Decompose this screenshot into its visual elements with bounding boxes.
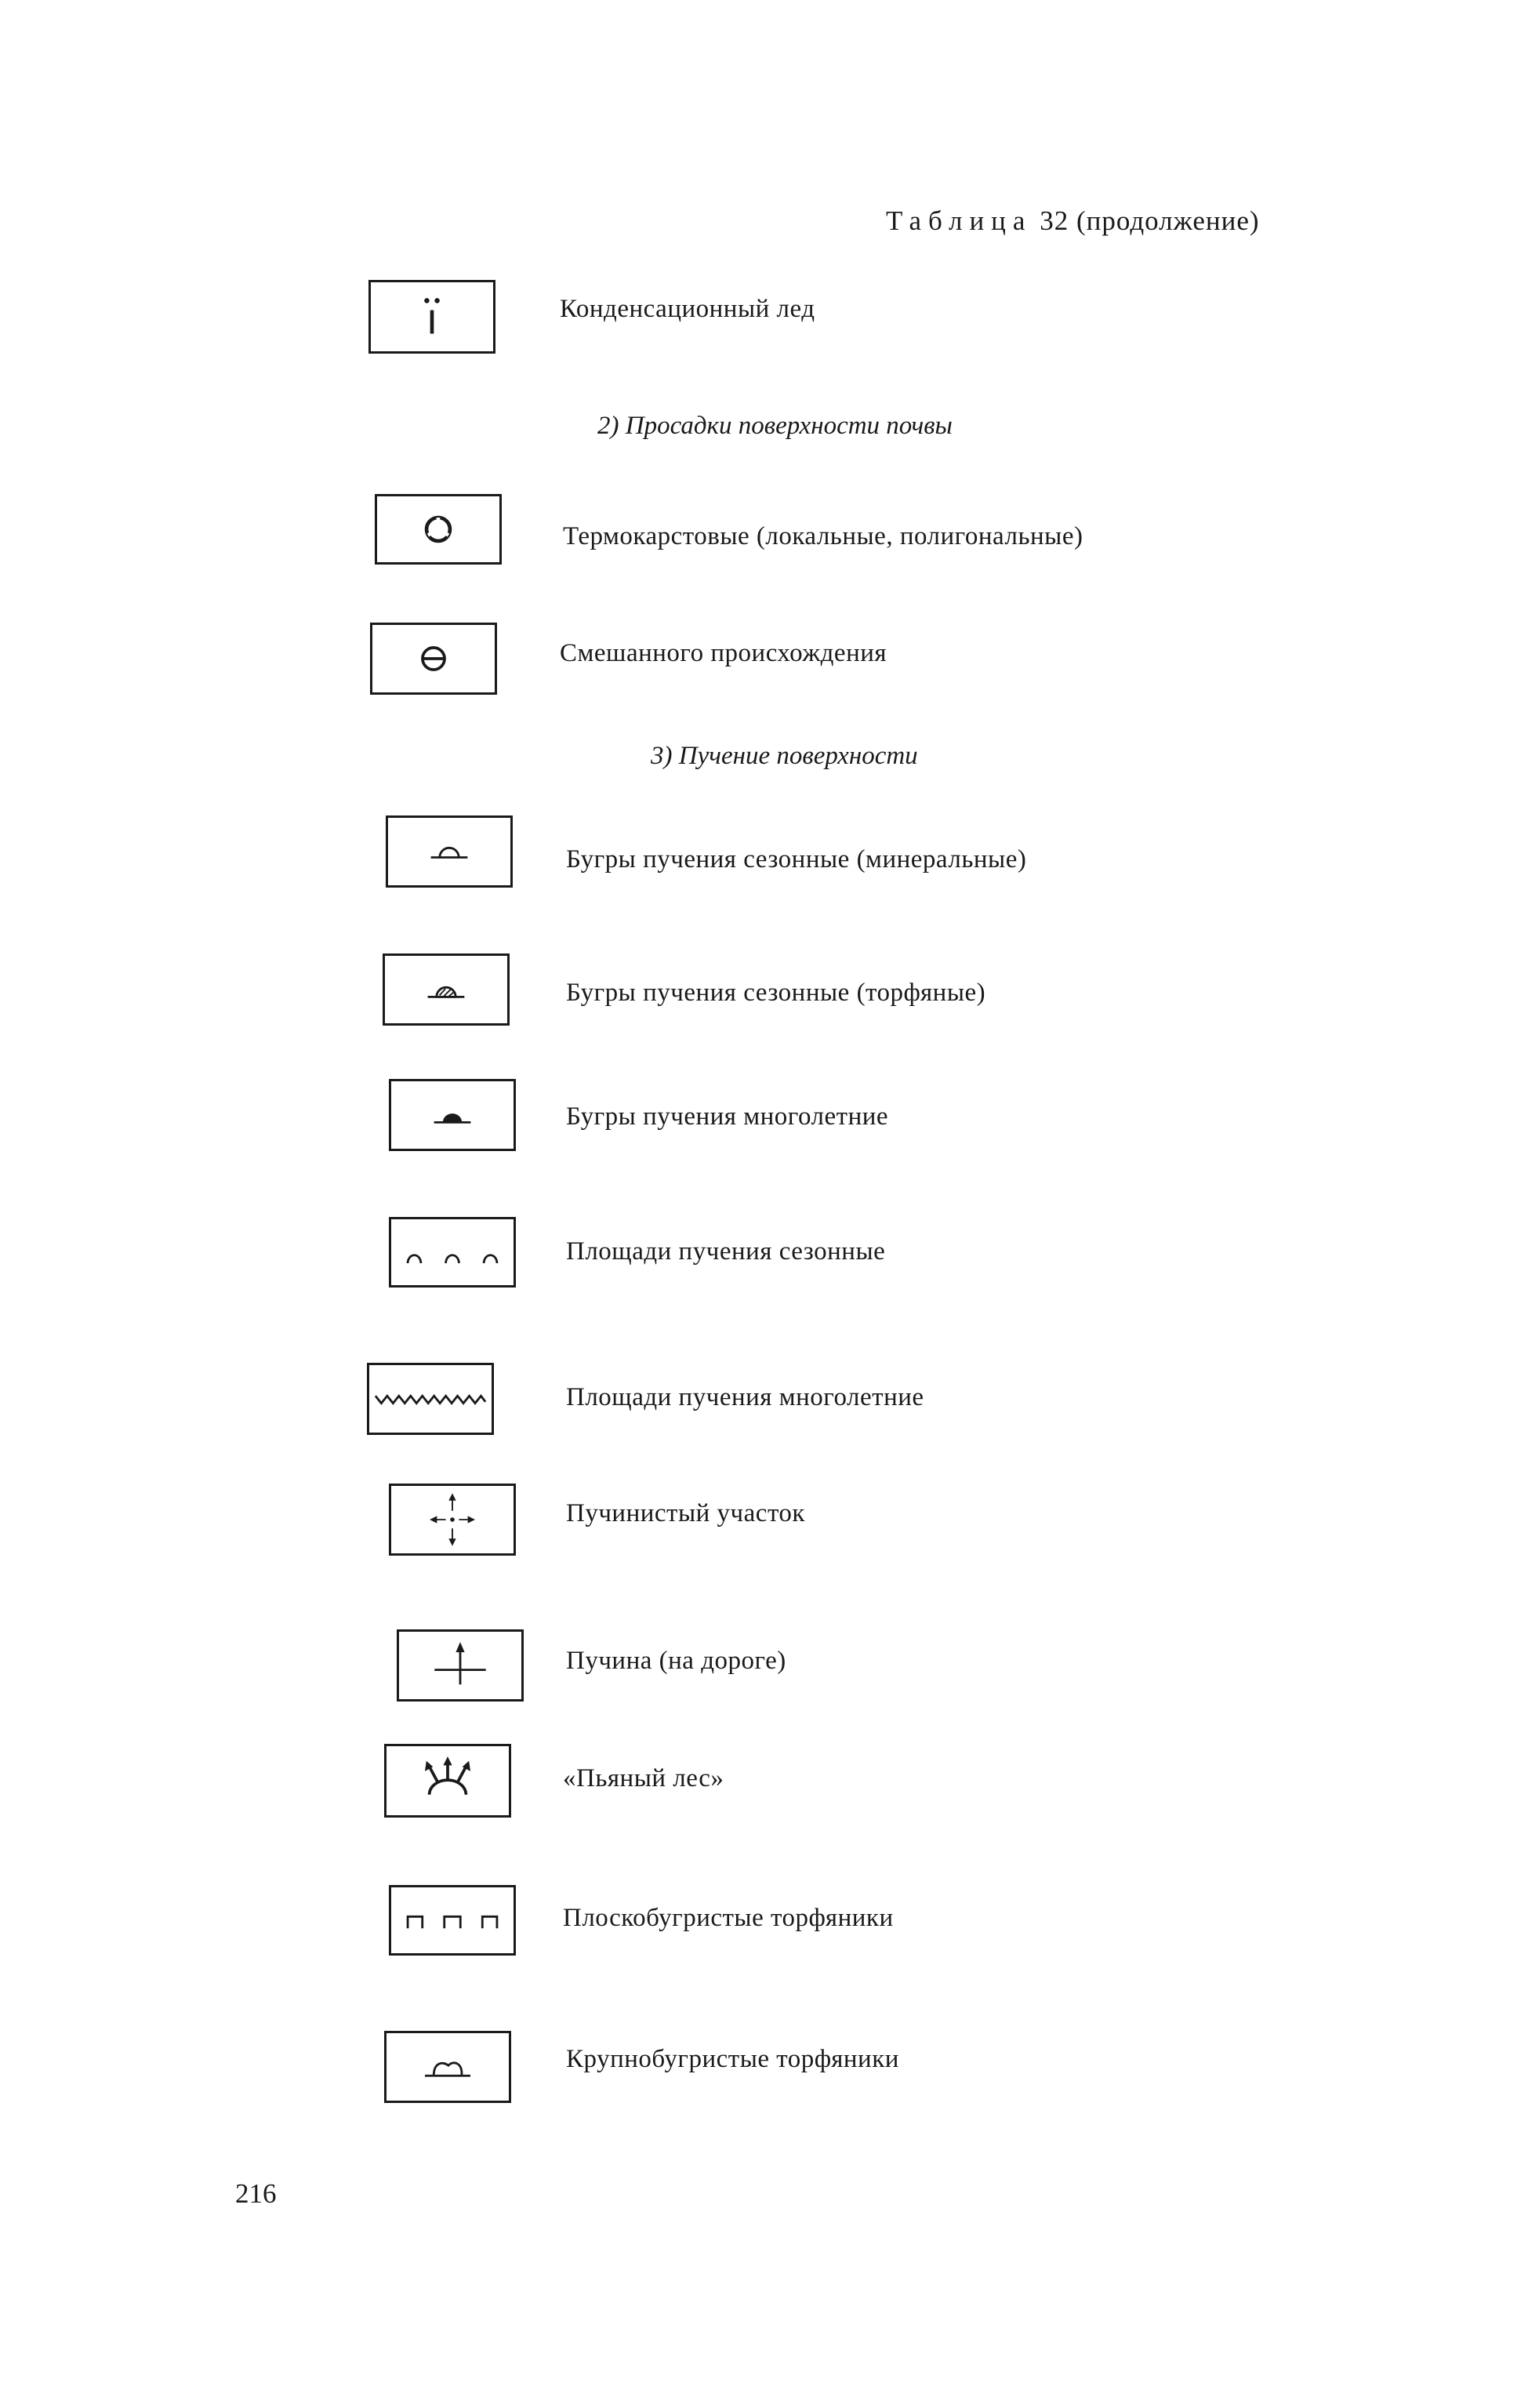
row-label-large-mound: Крупнобугристые торфяники	[566, 2045, 899, 2073]
row-label-perennial-area: Площади пучения многолетние	[566, 1383, 924, 1411]
perennial-heave-area-icon	[367, 1363, 494, 1435]
row-label-drunken-forest: «Пьяный лес»	[563, 1764, 724, 1792]
row-label-seasonal-peat: Бугры пучения сезонные (торфяные)	[566, 979, 986, 1007]
row-label-thermokarst: Термокарстовые (локальные, полигональные)	[563, 522, 1083, 550]
seasonal-mound-mineral-icon	[386, 815, 513, 888]
mixed-origin-icon	[370, 623, 497, 695]
page-number: 216	[235, 2178, 277, 2209]
row-label-flat-mound: Плоскобугристые торфяники	[563, 1904, 894, 1932]
road-heave-icon	[397, 1629, 524, 1702]
row-label-seasonal-mineral: Бугры пучения сезонные (минеральные)	[566, 845, 1027, 873]
seasonal-mound-peat-icon	[383, 953, 510, 1026]
row-label-perennial-mound: Бугры пучения многолетние	[566, 1102, 889, 1131]
thermokarst-icon	[375, 494, 502, 565]
seasonal-heave-area-icon	[389, 1217, 516, 1288]
row-label-condensation-ice: Конденсационный лед	[560, 295, 815, 323]
section-title-subsidence: 2) Просадки поверхности почвы	[597, 412, 953, 440]
large-mound-peatland-icon	[384, 2031, 511, 2103]
section-title-heaving: 3) Пучение поверхности	[651, 742, 918, 770]
perennial-mound-icon	[389, 1079, 516, 1151]
continuation-note: (продолжение)	[1076, 205, 1260, 236]
row-label-road-heave: Пучина (на дороге)	[566, 1647, 786, 1675]
table-number: 32	[1040, 205, 1069, 236]
row-label-mixed-origin: Смешанного происхождения	[560, 639, 887, 667]
row-label-seasonal-area: Площади пучения сезонные	[566, 1237, 886, 1266]
condensation-ice-icon	[368, 280, 495, 354]
table-caption	[886, 205, 1260, 237]
table-word: Таблица	[886, 205, 1033, 236]
flat-mound-peatland-icon	[389, 1885, 516, 1956]
row-label-heaving-site: Пучинистый участок	[566, 1499, 805, 1527]
drunken-forest-icon	[384, 1744, 511, 1818]
heaving-site-icon	[389, 1484, 516, 1556]
